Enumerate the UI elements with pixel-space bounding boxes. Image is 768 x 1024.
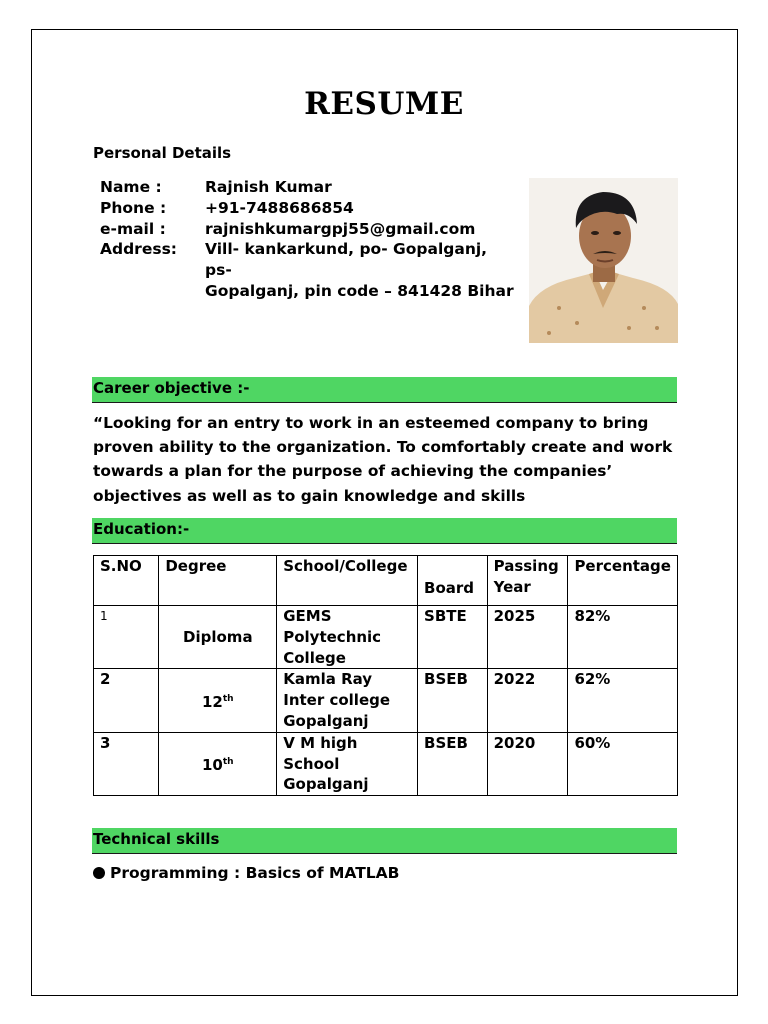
personal-details-heading: Personal Details [93, 144, 232, 162]
school-line: V M high [283, 733, 358, 752]
personal-details-labels [100, 177, 177, 260]
school-line: Gopalganj [283, 775, 369, 794]
cell-sno: 2 [94, 669, 159, 732]
cell-year: 2022 [487, 669, 568, 732]
cell-board: BSEB [418, 732, 488, 795]
profile-photo-illustration [529, 178, 678, 343]
school-line: Gopalganj [283, 711, 369, 730]
address-line-2: Gopalganj, pin code – 841428 Bihar [205, 281, 514, 300]
bullet-icon [93, 867, 105, 879]
school-line: Polytechnic [283, 627, 382, 646]
degree-suffix: th [222, 693, 234, 704]
table-row [94, 732, 678, 795]
table-header-row [94, 556, 678, 606]
school-line: Kamla Ray [283, 670, 373, 689]
cell-degree [159, 669, 277, 732]
cell-sno: 1 [94, 606, 159, 669]
address-line-1: Vill- kankarkund, po- Gopalganj, ps- [205, 240, 488, 280]
table-row [94, 669, 678, 732]
header-passing-year [487, 556, 568, 606]
school-line: Inter college [283, 691, 391, 710]
degree-suffix: th [222, 757, 234, 768]
personal-details-values [205, 177, 515, 302]
header-passing-line1: Passing [493, 557, 559, 575]
cell-school [277, 606, 418, 669]
technical-skills-heading: Technical skills [92, 828, 677, 854]
phone-label: Phone : [100, 198, 167, 217]
name-label: Name : [100, 178, 162, 196]
degree-text: Diploma [183, 627, 253, 646]
cell-percentage: 60% [568, 732, 678, 795]
school-line: School [283, 754, 340, 773]
career-objective-text: “Looking for an entry to work in an esteemed company to bring proven ability to the organization. To comfortably create and work towards a plan for the purpose of achieving the companies’ objectives as well as to gain knowledge and skills [93, 414, 673, 505]
cell-year: 2025 [487, 606, 568, 669]
degree-text: 10 [202, 756, 223, 775]
skill-text: Programming : Basics of MATLAB [110, 864, 400, 882]
cell-percentage: 62% [568, 669, 678, 732]
header-passing-line2: Year [493, 577, 531, 596]
education-table [93, 555, 678, 796]
email-label: e-mail : [100, 219, 166, 238]
page-title: RESUME [304, 86, 464, 122]
header-board: Board [418, 556, 488, 606]
school-line: GEMS [283, 607, 332, 625]
cell-sno: 3 [94, 732, 159, 795]
degree-text: 12 [202, 692, 223, 711]
school-line: College [283, 648, 346, 667]
cell-year: 2020 [487, 732, 568, 795]
profile-photo [529, 178, 678, 343]
cell-degree [159, 606, 277, 669]
cell-board: BSEB [418, 669, 488, 732]
phone-value: +91-7488686854 [205, 198, 354, 217]
skill-item [93, 864, 399, 882]
header-sno: S.NO [94, 556, 159, 606]
education-heading: Education:- [92, 518, 677, 544]
name-value: Rajnish Kumar [205, 178, 332, 196]
table-row [94, 606, 678, 669]
cell-school [277, 732, 418, 795]
address-label: Address: [100, 240, 177, 259]
email-value: rajnishkumargpj55@gmail.com [205, 219, 476, 238]
header-percentage: Percentage [568, 556, 678, 606]
cell-board: SBTE [418, 606, 488, 669]
cell-percentage: 82% [568, 606, 678, 669]
cell-degree [159, 732, 277, 795]
cell-school [277, 669, 418, 732]
header-degree: Degree [159, 556, 277, 606]
header-school: School/College [277, 556, 418, 606]
career-objective-heading: Career objective :- [92, 377, 677, 403]
